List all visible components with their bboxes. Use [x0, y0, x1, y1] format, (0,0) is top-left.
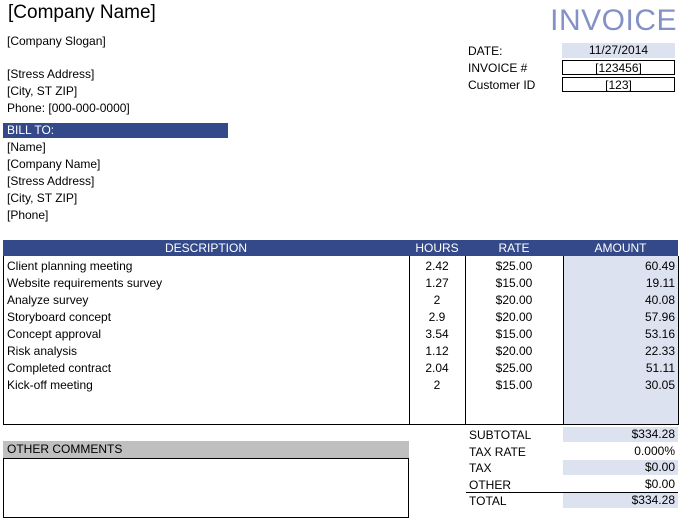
row-amount: 53.16 — [644, 327, 675, 341]
invoice-title: INVOICE — [550, 4, 677, 37]
other-value[interactable]: $0.00 — [644, 477, 675, 491]
company-phone: Phone: [000-000-0000] — [7, 101, 130, 115]
header-description: DESCRIPTION — [164, 241, 247, 255]
date-label: DATE: — [468, 44, 503, 58]
table-row[interactable] — [3, 309, 678, 326]
table-row[interactable] — [3, 292, 678, 309]
row-hours: 2.04 — [425, 361, 449, 375]
row-hours: 1.12 — [425, 344, 449, 358]
row-amount: 30.05 — [644, 378, 675, 392]
row-hours: 1.27 — [425, 276, 449, 290]
table-right-border — [678, 256, 679, 424]
row-rate: $15.00 — [495, 378, 533, 392]
bill-to-address[interactable]: [Stress Address] — [7, 174, 95, 188]
total-label: TOTAL — [469, 494, 507, 508]
row-hours: 3.54 — [425, 327, 449, 341]
row-rate: $20.00 — [495, 293, 533, 307]
row-description: Completed contract — [7, 361, 112, 375]
customer-id-label: Customer ID — [468, 78, 536, 92]
company-name: [Company Name] — [8, 2, 156, 23]
company-address: [Stress Address] — [7, 67, 95, 81]
row-amount: 51.11 — [645, 361, 675, 375]
invoice-number-field[interactable]: [123456] — [562, 60, 675, 75]
row-hours: 2 — [433, 378, 441, 392]
row-rate: $15.00 — [495, 276, 533, 290]
row-hours: 2 — [433, 293, 441, 307]
row-description: Kick-off meeting — [7, 378, 93, 392]
subtotal-value: $334.28 — [563, 427, 678, 442]
row-amount: 60.49 — [644, 259, 675, 273]
bill-to-phone[interactable]: [Phone] — [7, 208, 49, 222]
header-amount: AMOUNT — [594, 241, 647, 255]
tax-rate-label: TAX RATE — [469, 445, 526, 459]
table-row[interactable] — [3, 343, 678, 360]
table-row[interactable] — [3, 360, 678, 377]
bill-to-city[interactable]: [City, ST ZIP] — [7, 191, 78, 205]
row-description: Website requirements survey — [7, 276, 163, 290]
invoice-number-label: INVOICE # — [468, 61, 528, 75]
row-description: Storyboard concept — [7, 310, 112, 324]
company-slogan: [Company Slogan] — [7, 34, 106, 48]
row-amount: 57.96 — [644, 310, 675, 324]
customer-id-field[interactable]: [123] — [562, 77, 675, 92]
row-amount: 40.08 — [644, 293, 675, 307]
table-row[interactable] — [3, 275, 678, 292]
row-amount: 19.11 — [645, 276, 675, 290]
header-rate: RATE — [498, 241, 530, 255]
other-comments-field[interactable] — [3, 458, 409, 518]
other-comments-header: OTHER COMMENTS — [3, 441, 409, 458]
bill-to-company[interactable]: [Company Name] — [7, 157, 101, 171]
row-hours: 2.42 — [425, 259, 449, 273]
row-rate: $25.00 — [495, 259, 533, 273]
bill-to-name[interactable]: [Name] — [7, 140, 46, 154]
items-table-header — [3, 240, 678, 256]
row-description: Client planning meeting — [7, 259, 133, 273]
row-rate: $15.00 — [495, 327, 533, 341]
other-label: OTHER — [469, 478, 511, 492]
row-rate: $20.00 — [495, 344, 533, 358]
table-row[interactable] — [3, 377, 678, 394]
tax-rate-value[interactable]: 0.000% — [634, 444, 675, 458]
total-value: $334.28 — [563, 493, 678, 508]
subtotal-label: SUBTOTAL — [469, 428, 532, 442]
date-field[interactable]: 11/27/2014 — [562, 43, 675, 58]
header-hours: HOURS — [415, 241, 459, 255]
row-description: Concept approval — [7, 327, 102, 341]
row-rate: $20.00 — [495, 310, 533, 324]
company-city: [City, ST ZIP] — [7, 84, 78, 98]
row-rate: $25.00 — [495, 361, 533, 375]
row-description: Risk analysis — [7, 344, 78, 358]
table-row[interactable] — [3, 258, 678, 275]
table-row[interactable] — [3, 326, 678, 343]
bill-to-header: BILL TO: — [3, 123, 228, 138]
table-bottom-border — [3, 424, 679, 425]
tax-value: $0.00 — [563, 460, 678, 475]
row-hours: 2.9 — [428, 310, 446, 324]
tax-label: TAX — [469, 461, 492, 475]
row-description: Analyze survey — [7, 293, 89, 307]
row-amount: 22.33 — [644, 344, 675, 358]
